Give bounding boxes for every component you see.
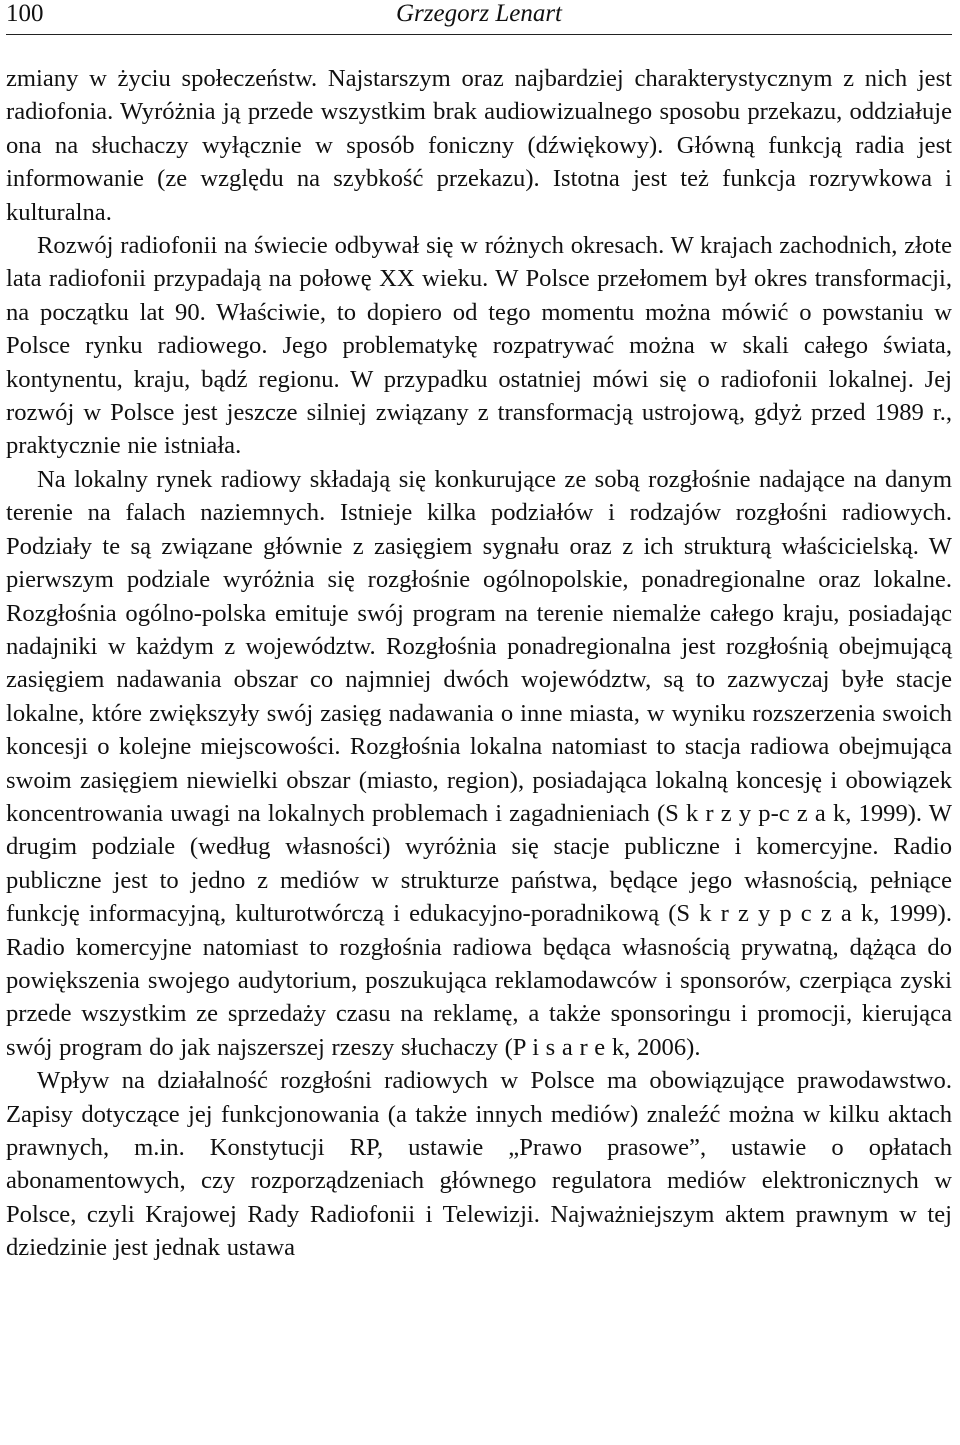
paragraph-continuation: zmiany w życiu społeczeństw. Najstarszym oraz najbardziej charakterystycznym z nich jest radiofonia. Wyróżnia ją przede wszystkim brak audiowizualnego sposobu przekazu, oddziałuje ona na słuchaczy wyłącznie w sposób foniczny (dźwiękowy). Główną funkcją radia jest informowanie (ze względu na szybkość przekazu). Istotna jest też funkcja rozrywkowa i kulturalna. [6,65,952,226]
paragraph-radio-development: Rozwój radiofonii na świecie odbywał się w różnych okresach. W krajach zachodnich, złote lata radiofonii przypadają na połowę XX wieku. W Polsce przełomem był okres transformacji, na początku lat 90. Właściwie, to dopiero od tego momentu można mówić o powstaniu w Polsce rynku radiowego. Jego problematykę rozpatrywać można w skali całego świata, kontynentu, kraju, bądź regionu. W przypadku ostatniej mówi się o radiofonii lokalnej. Jej rozwój w Polsce jest jeszcze silniej związany z transformacją ustrojową, gdyż przed 1989 r., praktycznie nie istniała. [6,232,952,460]
paragraph-legislation: Wpływ na działalność rozgłośni radiowych w Polsce ma obowiązujące prawodawstwo. Zapisy dotyczące jej funkcjonowania (a także innych mediów) znaleźć można w kilku aktach prawnych, m.in. Konstytucji RP, ustawie „Prawo prasowe”, ustawie o opłatach abonamentowych, czy rozporządzeniach głównego regulatora mediów elektronicznych w Polsce, czyli Krajowej Rady Radiofonii i Telewizji. Najważniejszym aktem prawnym w tej dziedzinie jest jednak ustawa [6,1067,952,1262]
body-text [6,62,952,1265]
running-header [6,0,952,35]
page-number: 100 [6,0,44,27]
running-header-author: Grzegorz Lenart [396,0,562,27]
paragraph-local-market: Na lokalny rynek radiowy składają się konkurujące ze sobą rozgłośnie nadające na danym terenie na falach naziemnych. Istnieje kilka podziałów i rodzajów rozgłośni radiowych. Podziały te są związane głównie z zasięgiem sygnału oraz z ich strukturą właścicielską. W pierwszym podziale wyróżnia się rozgłośnie ogólnopolskie, ponadregionalne oraz lokalne. Rozgłośnia ogólno-polska emituje swój program na terenie niemalże całego kraju, posiadając nadajniki w każdym z województw. Rozgłośnia ponadregionalna jest rozgłośnią obejmującą zasięgiem nadawania obszar co najmniej dwóch województw, są to zazwyczaj byłe stacje lokalne, które zwiększyły swój zasięg nadawania o inne miasta, w wyniku rozszerzenia swoich koncesji o kolejne miejscowości. Rozgłośnia lokalna natomiast to stacja radiowa obejmująca swoim zasięgiem niewielki obszar (miasto, region), posiadająca lokalną koncesję i obowiązek koncentrowania uwagi na lokalnych problemach i zagadnieniach (S k r z y p-c z a k, 1999). W drugim podziale (według własności) wyróżnia się stacje publiczne i komercyjne. Radio publiczne jest to jedno z mediów w strukturze państwa, będące jego własnością, pełniące funkcję informacyjną, kulturotwórczą i edukacyjno-poradnikową (S k r z y p c z a k, 1999). Radio komercyjne natomiast to rozgłośnia radiowa będąca własnością prywatną, dążąca do powiększenia swojego audytorium, poszukująca reklamodawców i sponsorów, czerpiąca zyski przede wszystkim ze sprzedaży czasu na reklamę, a także sponsoringu i promocji, kierująca swój program do jak najszerszej rzeszy słuchaczy (P i s a r e k, 2006). [6,465,952,1061]
